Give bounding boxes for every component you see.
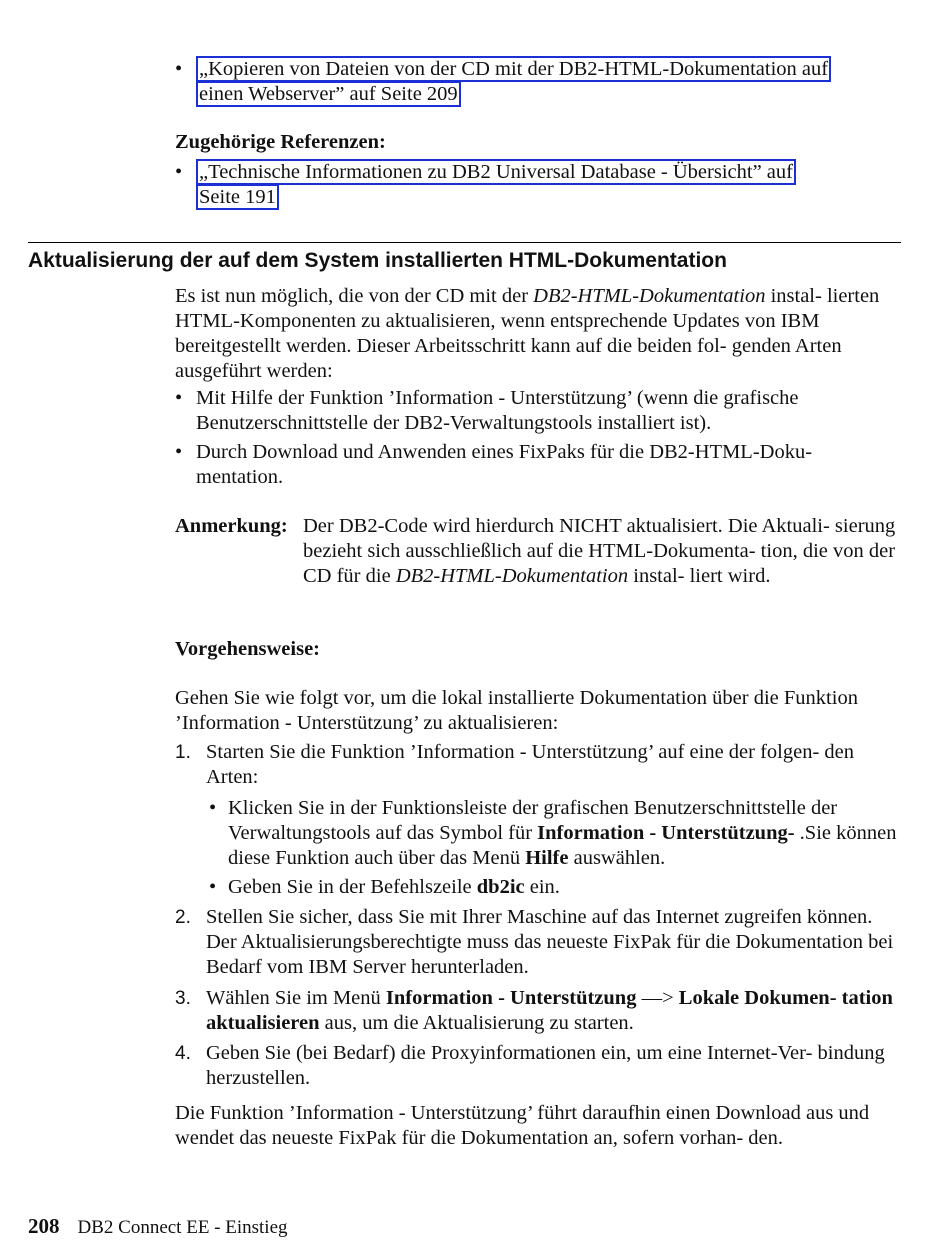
bullet: • [175, 161, 183, 183]
step-number: 4. [175, 1043, 191, 1064]
list-item [175, 57, 900, 107]
list-item: • Klicken Sie in der Funktionsleiste der grafischen Benutzerschnittstelle der Verwaltungstools auf das Symbol für Information - Unterstützung- .Sie können diese Funktion auch über das Menü Hilfe auswählen. [209, 797, 897, 869]
step-2 [175, 905, 900, 980]
list-item: • Mit Hilfe der Funktion ’Information - Unterstützung’ (wenn die grafische Benutzerschnittstelle der DB2-Verwaltungstools installiert ist). [175, 387, 799, 434]
step-4 [175, 1041, 900, 1091]
closing-paragraph: Die Funktion ’Information - Unterstützung’ führt daraufhin einen Download aus und wendet das neueste FixPak für die Dokumentation an, sofern vorhan- den. [175, 1102, 870, 1149]
bullet: • [175, 58, 183, 80]
bullet: • [175, 441, 183, 463]
top-link-list [175, 57, 900, 107]
list-item: 1. Starten Sie die Funktion ’Information - Unterstützung’ auf eine der folgen- den Arten: [175, 741, 855, 788]
step-1 [175, 740, 900, 790]
list-item: 4. Geben Sie (bei Bedarf) die Proxyinformationen ein, um eine Internet-Ver- bindung herzustellen. [175, 1042, 885, 1089]
bullet: • [209, 797, 217, 819]
step-1-option-1 [206, 796, 900, 871]
section-title: Aktualisierung der auf dem System installierten HTML-Dokumentation [28, 249, 727, 272]
procedure-intro: Gehen Sie wie folgt vor, um die lokal installierte Dokumentation über die Funktion ’Information - Unterstützung’ zu aktualisieren: [175, 687, 858, 734]
cross-reference-link[interactable]: „Technische Informationen zu DB2 Universal Database - Übersicht” auf Seite 191 [196, 159, 796, 210]
note-block [175, 514, 900, 589]
methods-list-2 [175, 440, 900, 490]
intro-paragraph: Es ist nun möglich, die von der CD mit der DB2-HTML-Dokumentation instal- lierten HTML-Komponenten zu aktualisieren, wenn entsprechende Updates von IBM bereitgestellt werden. Dieser Arbeitsschritt kann auf die beiden fol- genden Arten ausgeführt werden: [175, 285, 880, 382]
list-item: 3. Wählen Sie im Menü Information - Unterstützung —> Lokale Dokumen- tation aktualisieren aus, um die Aktualisierung zu starten. [175, 987, 893, 1034]
bullet: • [175, 387, 183, 409]
step-number: 1. [175, 742, 191, 763]
page-footer [28, 1214, 288, 1239]
cross-reference-link[interactable]: „Kopieren von Dateien von der CD mit der DB2-HTML-Dokumentation auf einen Webserver” auf Seite 209 [196, 56, 831, 107]
page-number: 208 [28, 1214, 60, 1238]
list-item [175, 160, 900, 210]
list-item: 2. Stellen Sie sicher, dass Sie mit Ihrer Maschine auf das Internet zugreifen können. Der Aktualisierungsberechtigte muss das neueste FixPak für die Dokumentation bei Bedarf vom IBM Server herunterladen. [175, 906, 894, 978]
note-text: Der DB2-Code wird hierdurch NICHT aktualisiert. Die Aktuali- sierung bezieht sich ausschließlich auf die HTML-Dokumenta- tion, die von der CD für die DB2-HTML-Dokumentation instal- liert wird. [303, 515, 896, 587]
step-number: 3. [175, 988, 191, 1009]
step-number: 2. [175, 907, 191, 928]
book-title: DB2 Connect EE - Einstieg [77, 1217, 288, 1238]
procedure-heading: Vorgehensweise: [175, 638, 321, 660]
related-references-heading: Zugehörige Referenzen: [175, 131, 386, 153]
list-item: • Geben Sie in der Befehlszeile db2ic ein. [209, 876, 560, 898]
section-rule [28, 242, 901, 243]
related-link-list [175, 160, 900, 210]
step-3 [175, 986, 900, 1036]
note-label: Anmerkung: [175, 515, 288, 537]
step-1-option-2 [206, 875, 900, 900]
list-item: • Durch Download und Anwenden eines FixPaks für die DB2-HTML-Doku- mentation. [175, 441, 813, 488]
bullet: • [209, 876, 217, 898]
methods-list [175, 386, 900, 436]
